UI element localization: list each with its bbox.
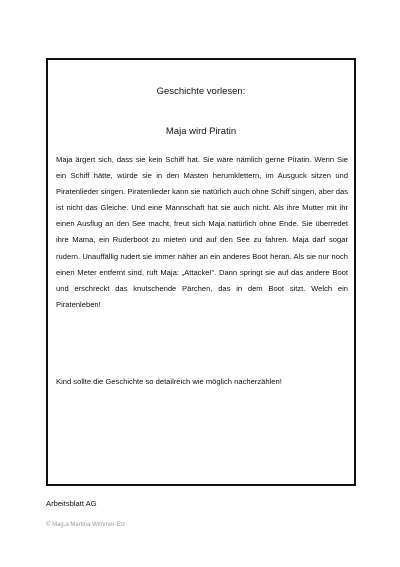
instruction-text: Kind sollte die Geschichte so detailreich wie möglich nacherzählen! — [56, 377, 282, 386]
story-text: Maja ärgert sich, dass sie kein Schiff hat. Sie wäre nämlich gerne Piratin. Wenn Sie ein Schiff hätte, würde sie in den Masten herumklettern, im Ausguck sitzen und Piratenlieder singen. Piratenlieder kann sie natürlich auch ohne Schiff singen, aber das ist nicht das Gleiche. Und eine Mannschaft hat sie auch nicht. Als ihre Mutter mit ihr einen Ausflug an den See macht, freut sich Maja natürlich ohne Ende. Sie überredet ihre Mama, ein Ruderboot zu mieten und auf den See zu fahren. Maja darf sogar rudern. Unauffällig rudert sie immer näher an ein anderes Boot heran. Als sie nur noch einen Meter entfernt sind, ruft Maja: „Attacke!“. Dann springt sie auf das andere Boot und erschreckt das knutschende Pärchen, das in dem Boot sitzt. Welch ein Piratenleben! — [56, 155, 348, 309]
worksheet-frame — [46, 58, 356, 486]
task-title: Geschichte vorlesen: — [156, 86, 246, 97]
worksheet-label: Arbeitsblatt AG — [46, 499, 97, 508]
copyright-notice: © Mag.a Martina Wimmer-Etz — [46, 522, 126, 528]
story-title: Maja wird Piratin — [165, 126, 237, 137]
